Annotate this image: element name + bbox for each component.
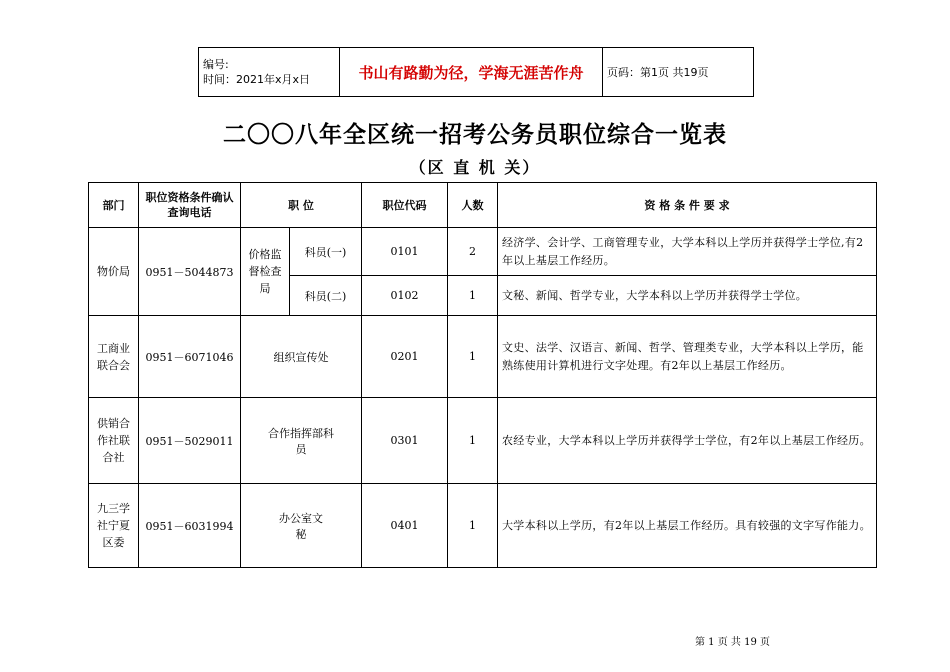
code-cell: 0101 xyxy=(362,228,448,276)
code-cell: 0301 xyxy=(362,398,448,484)
header-meta xyxy=(199,48,340,97)
page-info: 页码：第1页 共19页 xyxy=(603,48,754,97)
dept-cell: 工商业联合会 xyxy=(89,316,139,398)
header-phone: 职位资格条件确认查询电话 xyxy=(139,183,241,228)
phone-cell: 0951－5044873 xyxy=(139,228,241,316)
dept-cell: 供销合作社联合社 xyxy=(89,398,139,484)
number-label: 编号: xyxy=(203,58,229,71)
requirements-cell: 文史、法学、汉语言、新闻、哲学、管理类专业，大学本科以上学历，能熟练使用计算机进行文字处理。有2年以上基层工作经历。 xyxy=(498,316,877,398)
count-cell: 1 xyxy=(448,484,498,568)
position-cell: 科员(一) xyxy=(290,228,362,276)
header-count: 人数 xyxy=(448,183,498,228)
table-header-row xyxy=(89,183,877,228)
position-cell: 合作指挥部科员 xyxy=(241,398,362,484)
header-position: 职 位 xyxy=(241,183,362,228)
header-dept: 部门 xyxy=(89,183,139,228)
requirements-cell: 农经专业，大学本科以上学历并获得学士学位，有2年以上基层工作经历。 xyxy=(498,398,877,484)
phone-cell: 0951－6071046 xyxy=(139,316,241,398)
page-title: 二〇〇八年全区统一招考公务员职位综合一览表 xyxy=(223,122,727,148)
table-row xyxy=(89,484,877,568)
table-row xyxy=(89,398,877,484)
position-cell: 科员(二) xyxy=(290,276,362,316)
code-cell: 0201 xyxy=(362,316,448,398)
code-cell: 0401 xyxy=(362,484,448,568)
count-cell: 2 xyxy=(448,228,498,276)
time-label: 时间：2021年x月x日 xyxy=(203,73,311,86)
table-row xyxy=(89,316,877,398)
page-subtitle: （区 直 机 关） xyxy=(409,158,541,177)
motto: 书山有路勤为径，学海无涯苦作舟 xyxy=(340,48,603,97)
phone-cell: 0951－5029011 xyxy=(139,398,241,484)
requirements-cell: 文秘、新闻、哲学专业，大学本科以上学历并获得学士学位。 xyxy=(498,276,877,316)
requirements-cell: 经济学、会计学、工商管理专业，大学本科以上学历并获得学士学位,有2年以上基层工作经历。 xyxy=(498,228,877,276)
dept-cell: 九三学社宁夏区委 xyxy=(89,484,139,568)
count-cell: 1 xyxy=(448,276,498,316)
code-cell: 0102 xyxy=(362,276,448,316)
requirements-cell: 大学本科以上学历，有2年以上基层工作经历。具有较强的文字写作能力。 xyxy=(498,484,877,568)
count-cell: 1 xyxy=(448,316,498,398)
unit-cell: 价格监督检查局 xyxy=(241,228,290,316)
header-requirements: 资 格 条 件 要 求 xyxy=(498,183,877,228)
document-header xyxy=(198,47,754,97)
phone-cell: 0951－6031994 xyxy=(139,484,241,568)
header-code: 职位代码 xyxy=(362,183,448,228)
position-cell: 组织宣传处 xyxy=(241,316,362,398)
position-cell: 办公室文秘 xyxy=(241,484,362,568)
positions-table xyxy=(88,182,877,568)
dept-cell: 物价局 xyxy=(89,228,139,316)
count-cell: 1 xyxy=(448,398,498,484)
page-footer: 第 1 页 共 19 页 xyxy=(695,637,770,648)
table-row xyxy=(89,228,877,276)
